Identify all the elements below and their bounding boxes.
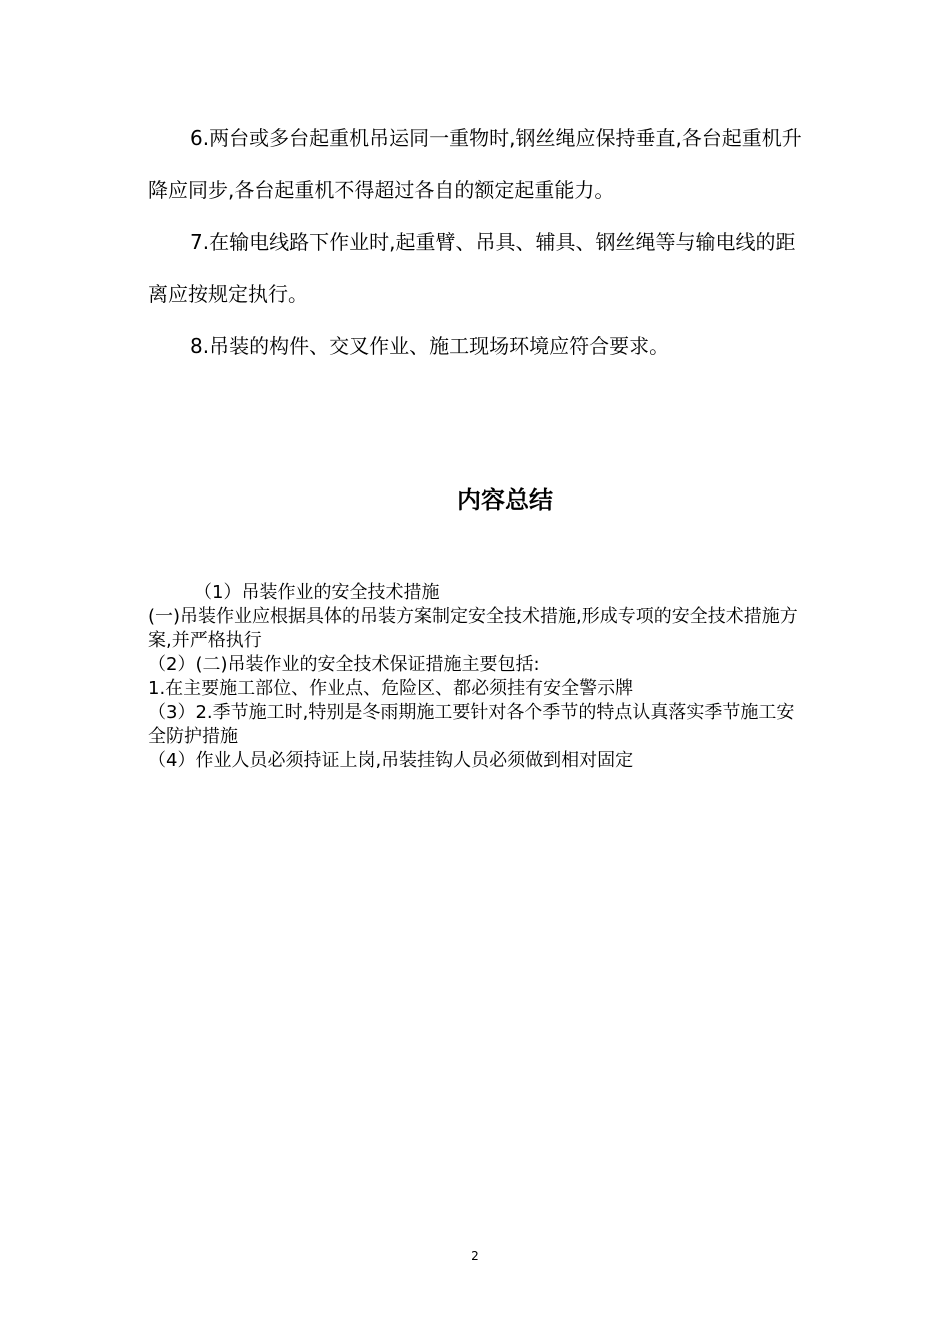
- summary-line-2: (一)吊装作业应根据具体的吊装方案制定安全技术措施,形成专项的安全技术措施方案,并严格执行: [148, 606, 798, 651]
- page-number: 2: [471, 1249, 479, 1263]
- summary-line-1: （1）吊装作业的安全技术措施: [194, 582, 440, 603]
- summary-line-3: （2）(二)吊装作业的安全技术保证措施主要包括:: [148, 654, 540, 675]
- summary-line-5: （3）2.季节施工时,特别是冬雨期施工要针对各个季节的特点认真落实季节施工安全防护措施: [148, 702, 795, 747]
- summary-line-6: （4）作业人员必须持证上岗,吊装挂钩人员必须做到相对固定: [148, 750, 634, 771]
- summary-line-4: 1.在主要施工部位、作业点、危险区、都必须挂有安全警示牌: [148, 678, 634, 699]
- body-paragraph-7: 7.在输电线路下作业时,起重臂、吊具、辅具、钢丝绳等与输电线的距离应按规定执行。: [148, 230, 796, 306]
- body-paragraph-6: 6.两台或多台起重机吊运同一重物时,钢丝绳应保持垂直,各台起重机升降应同步,各台起重机不得超过各自的额定起重能力。: [148, 126, 802, 202]
- summary-title: 内容总结: [457, 486, 553, 514]
- summary-list: [148, 581, 808, 773]
- body-paragraph-8: 8.吊装的构件、交叉作业、施工现场环境应符合要求。: [190, 334, 670, 358]
